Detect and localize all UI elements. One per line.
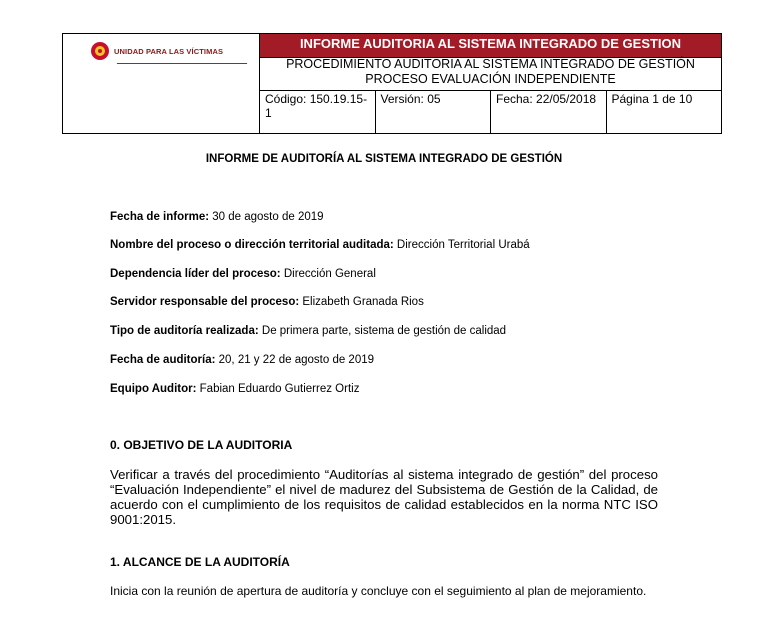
seal-icon	[91, 42, 109, 60]
field-value: Dirección Territorial Urabá	[393, 239, 530, 251]
doc-page: Página 1 de 10	[606, 90, 722, 133]
page-title: INFORME DE AUDITORÍA AL SISTEMA INTEGRADO DE GESTIÓN	[205, 153, 563, 165]
field-label: Nombre del proceso o dirección territorial auditada:	[110, 239, 394, 251]
field-label: Dependencia líder del proceso:	[110, 268, 281, 280]
doc-date: Fecha: 22/05/2018	[491, 90, 607, 133]
doc-code: Código: 150.19.15-1	[260, 90, 376, 133]
field-value: De primera parte, sistema de gestión de calidad	[258, 325, 507, 337]
section-heading-objective: 0. OBJETIVO DE LA AUDITORIA	[110, 438, 293, 452]
field-label: Fecha de informe:	[110, 211, 210, 223]
field-report-date	[110, 211, 324, 223]
header-title: INFORME AUDITORIA AL SISTEMA INTEGRADO DE GESTION	[260, 34, 722, 58]
header-procedure	[260, 58, 722, 91]
field-value: Fabian Eduardo Gutierrez Ortiz	[196, 383, 360, 395]
field-responsible	[110, 296, 424, 308]
logo	[91, 42, 259, 60]
field-label: Servidor responsable del proceso:	[110, 296, 300, 308]
doc-version: Versión: 05	[375, 90, 491, 133]
field-label: Tipo de auditoría realizada:	[110, 325, 259, 337]
section-body-scope: Inicia con la reunión de apertura de auditoría y concluye con el seguimiento al plan de mejoramiento.	[110, 584, 647, 598]
field-value: 30 de agosto de 2019	[209, 211, 324, 223]
field-audit-team	[110, 383, 359, 395]
procedure-name: PROCEDIMIENTO AUDITORIA AL SISTEMA INTEGRADO DE GESTIÓN	[286, 57, 695, 72]
field-value: Elizabeth Granada Rios	[299, 296, 424, 308]
section-heading-scope: 1. ALCANCE DE LA AUDITORÍA	[110, 555, 290, 569]
field-label: Fecha de auditoría:	[110, 354, 216, 366]
logo-cell	[63, 34, 260, 134]
section-body-objective: Verificar a través del procedimiento “Auditorías al sistema integrado de gestión” del proceso “Evaluación Independiente” el nivel de madurez del Subsistema de Gestión de la Calidad, de acuerdo con el cumplimiento de los requisitos de calidad establecidos en la norma NTC ISO 9001:2015.	[110, 467, 658, 527]
field-process-name	[110, 239, 530, 251]
field-audit-type	[110, 325, 506, 337]
field-label: Equipo Auditor:	[110, 383, 197, 395]
field-lead-dependency	[110, 268, 376, 280]
field-audit-date	[110, 354, 374, 366]
document-header-table	[62, 33, 722, 134]
process-name: PROCESO EVALUACIÓN INDEPENDIENTE	[365, 72, 616, 87]
logo-text: UNIDAD PARA LAS VÍCTIMAS	[114, 46, 224, 56]
logo-underline	[117, 63, 247, 64]
field-value: Dirección General	[280, 268, 376, 280]
field-value: 20, 21 y 22 de agosto de 2019	[215, 354, 375, 366]
